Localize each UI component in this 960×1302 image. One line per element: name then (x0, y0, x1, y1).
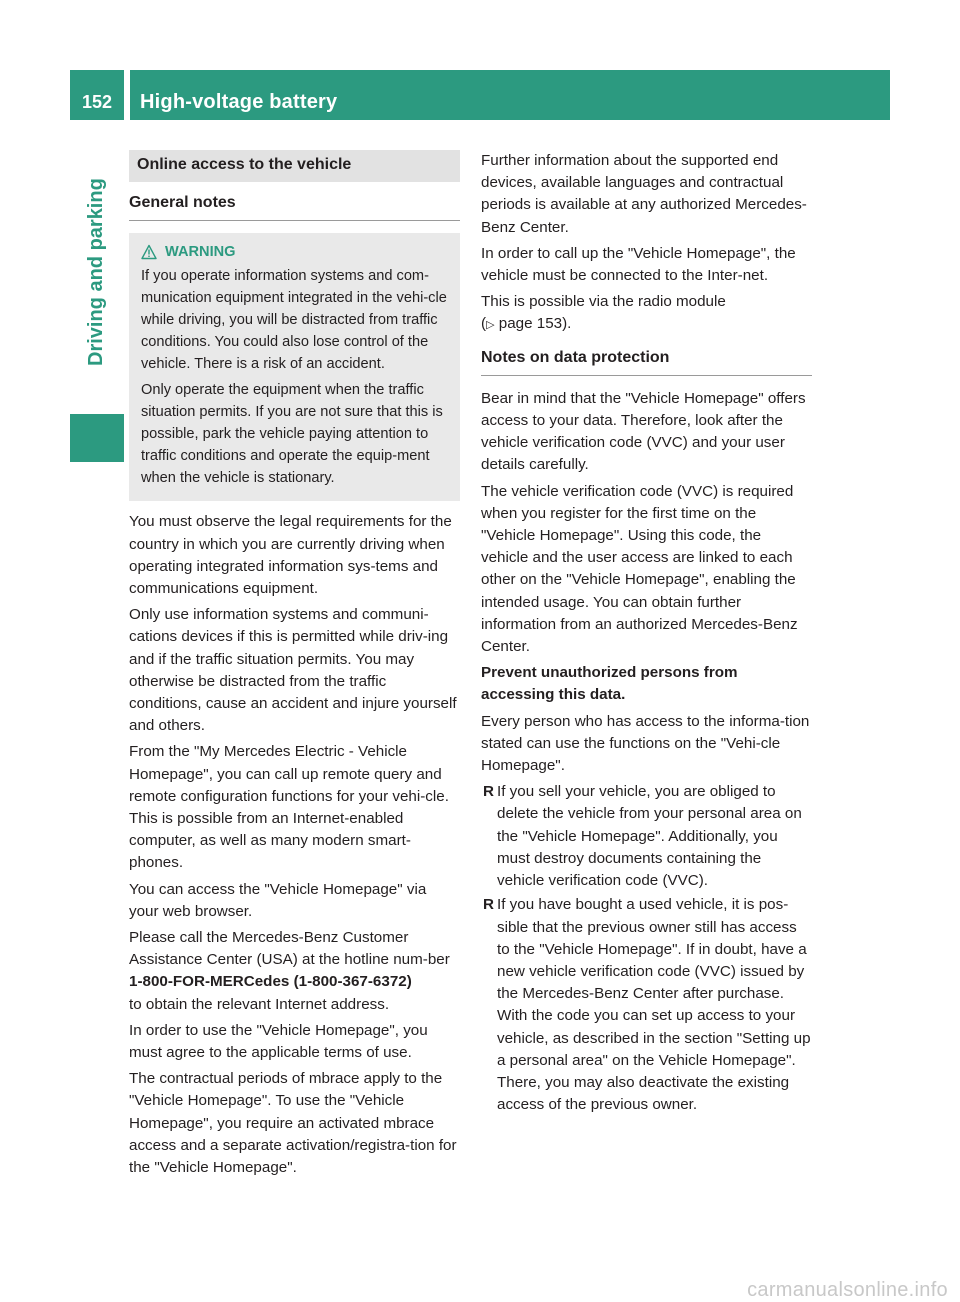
paragraph: You can access the "Vehicle Homepage" via your web browser. (129, 880, 427, 920)
bullet-icon: R (483, 783, 494, 801)
bullet-icon: R (483, 896, 494, 914)
paragraph: In order to use the "Vehicle Homepage", you must agree to the applicable terms of use. (129, 1021, 428, 1062)
paragraph: Further information about the supported end devices, available languages and contractual periods is available at any authorized Mercedes-Benz Center. (481, 152, 807, 236)
watermark: carmanualsonline.info (747, 1279, 948, 1301)
paragraph-text: This is possible via the radio module (481, 293, 726, 311)
side-tab-marker (70, 414, 124, 462)
paragraph: The vehicle verification code (VVC) is required when you register for the first time on the "Vehicle Homepage". Using this code, the vehicle and the user access are linked to each other on the "Vehicle Homepage", enabling the intended usage. You can obtain further information from an authorized Mercedes-Benz Center. (481, 482, 798, 656)
warning-label: WARNING (165, 244, 236, 261)
paragraph: The contractual periods of mbrace apply to the "Vehicle Homepage". To use the "Vehicle Homepage", you require an activated mbrace access and a separate activation/registra-tion for the "Vehicle Homepage". (129, 1070, 457, 1177)
subheading-data-protection: Notes on data protection (481, 347, 812, 376)
header-divider (124, 70, 130, 120)
page-number: 152 (81, 92, 113, 112)
paragraph: In order to call up the "Vehicle Homepage", the vehicle must be connected to the Inter-net. (481, 244, 796, 285)
paragraph: This is possible via the radio module (▷ page 153). (481, 293, 726, 333)
paragraph: You must observe the legal requirements for the country in which you are currently driving when operating integrated information sys-tems and communications equipment. (129, 513, 452, 598)
list-item: R If you have bought a used vehicle, it is pos-sible that the previous owner still has access to the "Vehicle Homepage". If in doubt, have a new vehicle verification code (VVC) issued by the Mercedes-Benz Center after purchase. With the code you can set up access to your vehicle, as described in the section "Setting up a personal area" on the Vehicle Homepage". There, you may also deactivate the existing access of the previous owner. (483, 896, 811, 1114)
bold-heading: Prevent unauthorized persons from accessing this data. (481, 664, 738, 704)
warning-header (141, 241, 450, 263)
chapter-title: High-voltage battery (140, 91, 338, 113)
left-column (129, 150, 460, 1183)
page-reference[interactable]: page 153). (498, 315, 572, 333)
paragraph: Only use information systems and communi-cations devices if this is permitted while driv-ing and if the traffic situation permits. You may otherwise be distracted from the traffic conditions, cause an accident and injure yourself and others. (129, 606, 457, 735)
paragraph: Every person who has access to the informa-tion stated can use the functions on the "Vehi-cle Homepage". (481, 712, 810, 775)
right-column (481, 150, 812, 1118)
side-tab-label: Driving and parking (85, 178, 107, 366)
warning-text-1: If you operate information systems and com-munication equipment integrated in the vehi-cle while driving, you will be distracted from traffic conditions. You could also lose control of the vehicle. There is a risk of an accident. (141, 268, 447, 373)
page-ref-arrow-icon: ▷ (486, 319, 495, 332)
warning-box (129, 233, 460, 501)
warning-triangle-icon (141, 244, 157, 260)
list-item: R If you sell your vehicle, you are obliged to delete the vehicle from your personal area on the "Vehicle Homepage". Additionally, you must destroy documents containing the vehicle verification code (VVC). (483, 783, 802, 890)
paragraph: From the "My Mercedes Electric - Vehicle Homepage", you can call up remote query and remote configuration functions for your vehi-cle. This is possible from an Internet-enabled computer, as well as many modern smart-phones. (129, 743, 449, 872)
section-heading: Online access to the vehicle (129, 150, 460, 182)
paragraph: Please call the Mercedes-Benz Customer Assistance Center (USA) at the hotline num-ber (129, 929, 450, 969)
paragraph: Bear in mind that the "Vehicle Homepage" offers access to your data. Therefore, look after the vehicle verification code (VVC) and your user details carefully. (481, 389, 806, 474)
hotline-number: 1-800-FOR-MERCedes (1-800-367-6372) (129, 973, 412, 991)
subheading-general-notes: General notes (129, 192, 460, 221)
bullet-list (481, 781, 812, 1116)
warning-text-2: Only operate the equipment when the traffic situation permits. If you are not sure that this is possible, park the vehicle paying attention to traffic conditions and operate the equip-ment when the vehicle is stationary. (141, 382, 443, 487)
paragraph: to obtain the relevant Internet address. (129, 995, 390, 1013)
